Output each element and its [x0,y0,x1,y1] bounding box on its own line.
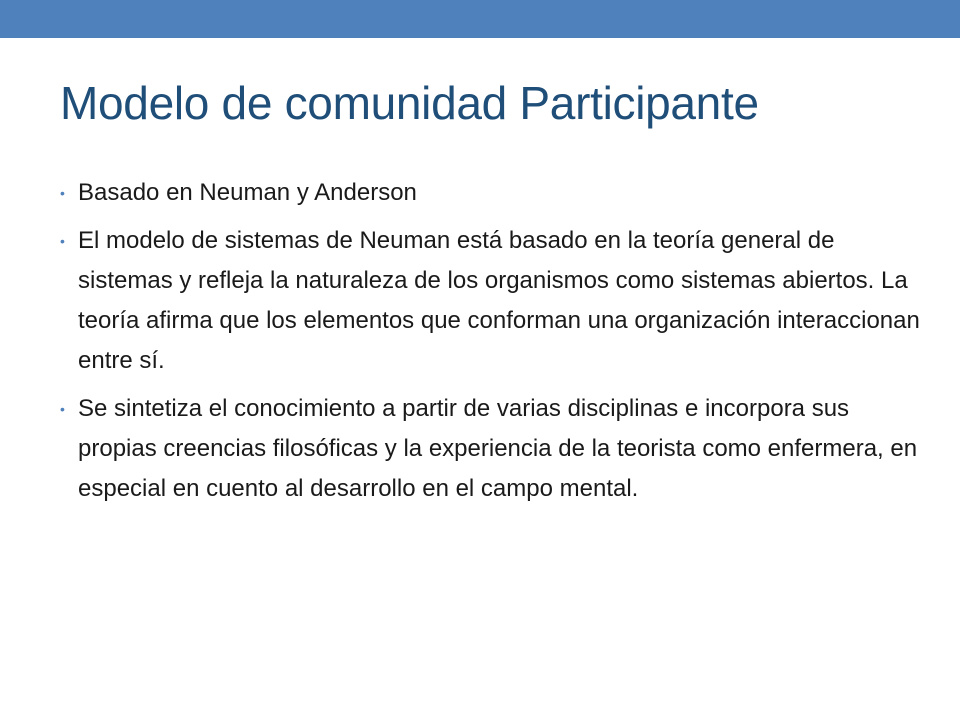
header-accent-bar [0,0,960,38]
bullet-text: Se sintetiza el conocimiento a partir de varias disciplinas e incorpora sus propias creencias filosóficas y la experiencia de la teorista como enfermera, en especial en cuento al desarrollo en el campo mental. [78,395,918,502]
slide-title: Modelo de comunidad Participante [60,77,759,129]
bullet-item [60,389,920,509]
bullet-dot-icon: • [60,401,65,417]
bullet-dot-icon: • [60,185,65,201]
bullet-text: Basado en Neuman y Anderson [78,179,417,206]
bullet-dot-icon: • [60,233,65,249]
bullet-text: El modelo de sistemas de Neuman está basado en la teoría general de sistemas y refleja la naturaleza de los organismos como sistemas abiertos. La teoría afirma que los elementos que conforman una organización interaccionan entre sí. [78,227,920,374]
bullet-list [60,173,920,517]
bullet-item [60,221,920,381]
bullet-item [60,173,920,213]
